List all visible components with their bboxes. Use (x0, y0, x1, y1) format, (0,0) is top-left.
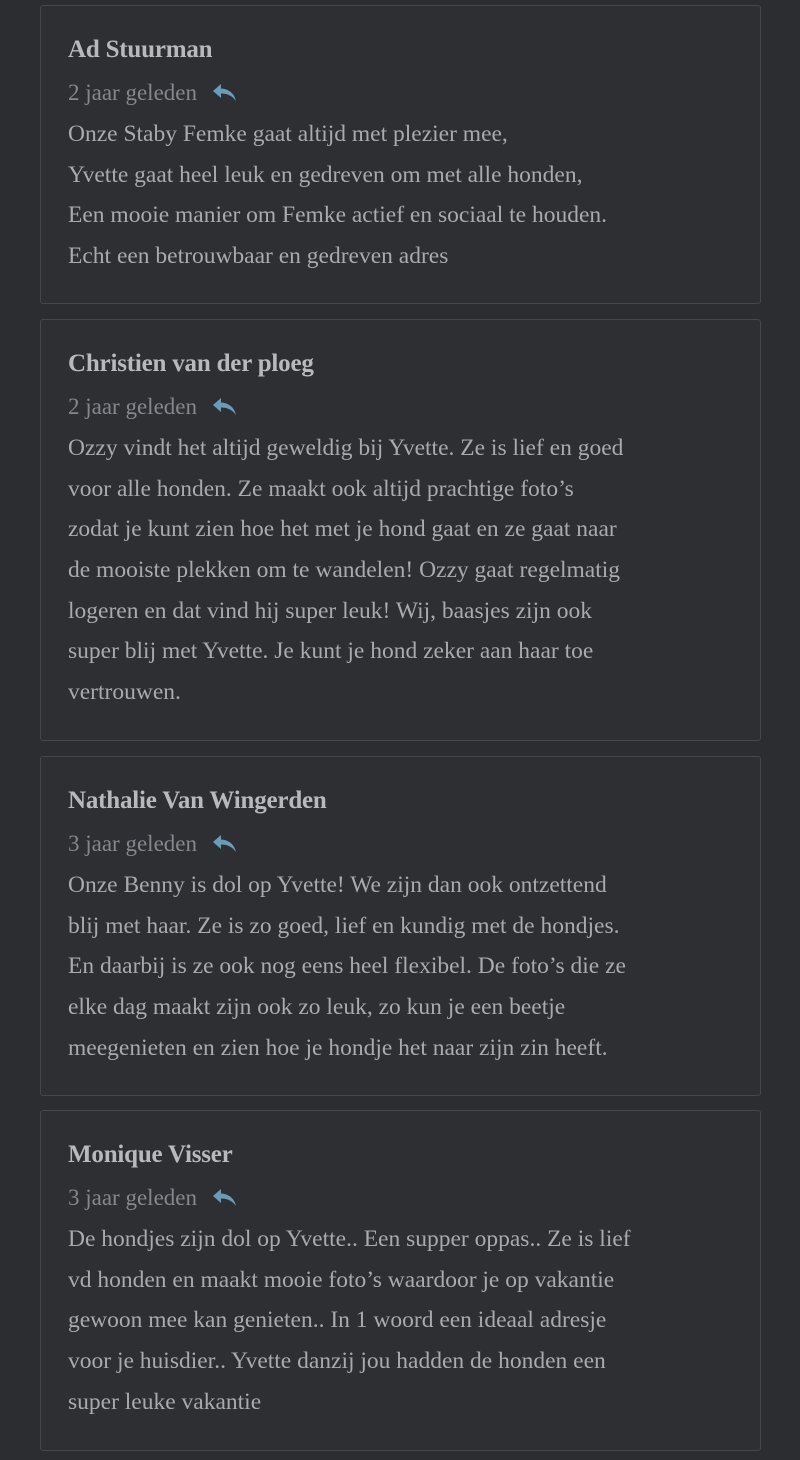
review-body-line: zodat je kunt zien hoe het met je hond gaat en ze gaat naar (68, 516, 617, 543)
review-body-line: Ozzy vindt het altijd geweldig bij Yvette. Ze is lief en goed (68, 435, 624, 461)
review-body (68, 114, 736, 277)
review-body-line: de mooiste plekken om te wandelen! Ozzy gaat regelmatig (68, 557, 621, 584)
review-meta (68, 392, 239, 422)
review-body-line: vertrouwen. (68, 679, 181, 706)
review-body (68, 1219, 736, 1422)
review-author: Monique Visser (68, 1141, 233, 1168)
review-meta (68, 829, 239, 859)
reply-arrow-icon[interactable] (211, 833, 239, 855)
review-body-line: voor je huisdier.. Yvette danzij jou hadden de honden een (68, 1348, 606, 1375)
review-timestamp-link[interactable]: 2 jaar geleden (68, 80, 197, 105)
reply-arrow-icon[interactable] (211, 396, 239, 418)
review-body (68, 428, 736, 713)
review-body-line: Een mooie manier om Femke actief en sociaal te houden. (68, 202, 607, 229)
review-meta (68, 1183, 239, 1213)
review-body-line: blij met haar. Ze is zo goed, lief en kundig met de hondjes. (68, 912, 620, 939)
review-body-line: logeren en dat vind hij super leuk! Wij, baasjes zijn ook (68, 597, 592, 624)
review-meta (68, 78, 239, 108)
review-author: Christien van der ploeg (68, 350, 314, 377)
reply-arrow-icon[interactable] (211, 82, 239, 104)
review-body-line: Onze Benny is dol op Yvette! We zijn dan ook ontzettend (68, 872, 607, 898)
review-card (40, 756, 761, 1096)
review-timestamp-link[interactable]: 3 jaar geleden (68, 1185, 197, 1210)
review-body-line: super leuke vakantie (68, 1388, 262, 1415)
reply-arrow-icon[interactable] (211, 1187, 239, 1209)
review-author: Nathalie Van Wingerden (68, 787, 327, 814)
review-body-line: Yvette gaat heel leuk en gedreven om met alle honden, (68, 161, 583, 188)
review-card (40, 1110, 761, 1451)
review-body-line: vd honden en maakt mooie foto’s waardoor je op vakantie (68, 1266, 615, 1293)
review-body-line: gewoon mee kan genieten.. In 1 woord een ideaal adresje (68, 1307, 607, 1334)
review-author: Ad Stuurman (68, 36, 213, 63)
review-body-line: Echt een betrouwbaar en gedreven adres (68, 243, 449, 270)
review-body-line: voor alle honden. Ze maakt ook altijd prachtige foto’s (68, 475, 574, 502)
review-body-line: De hondjes zijn dol op Yvette.. Een supper oppas.. Ze is lief (68, 1226, 631, 1252)
review-body-line: meegenieten en zien hoe je hondje het naar zijn zin heeft. (68, 1034, 608, 1061)
review-card (40, 319, 761, 741)
review-body-line: elke dag maakt zijn ook zo leuk, zo kun je een beetje (68, 994, 566, 1021)
review-timestamp-link[interactable]: 3 jaar geleden (68, 831, 197, 856)
review-card (40, 5, 761, 304)
review-body (68, 865, 736, 1068)
review-timestamp-link[interactable]: 2 jaar geleden (68, 394, 197, 419)
review-body-line: En daarbij is ze ook nog eens heel flexibel. De foto’s die ze (68, 953, 626, 980)
review-body-line: Onze Staby Femke gaat altijd met plezier mee, (68, 121, 508, 147)
review-body-line: super blij met Yvette. Je kunt je hond zeker aan haar toe (68, 638, 594, 665)
